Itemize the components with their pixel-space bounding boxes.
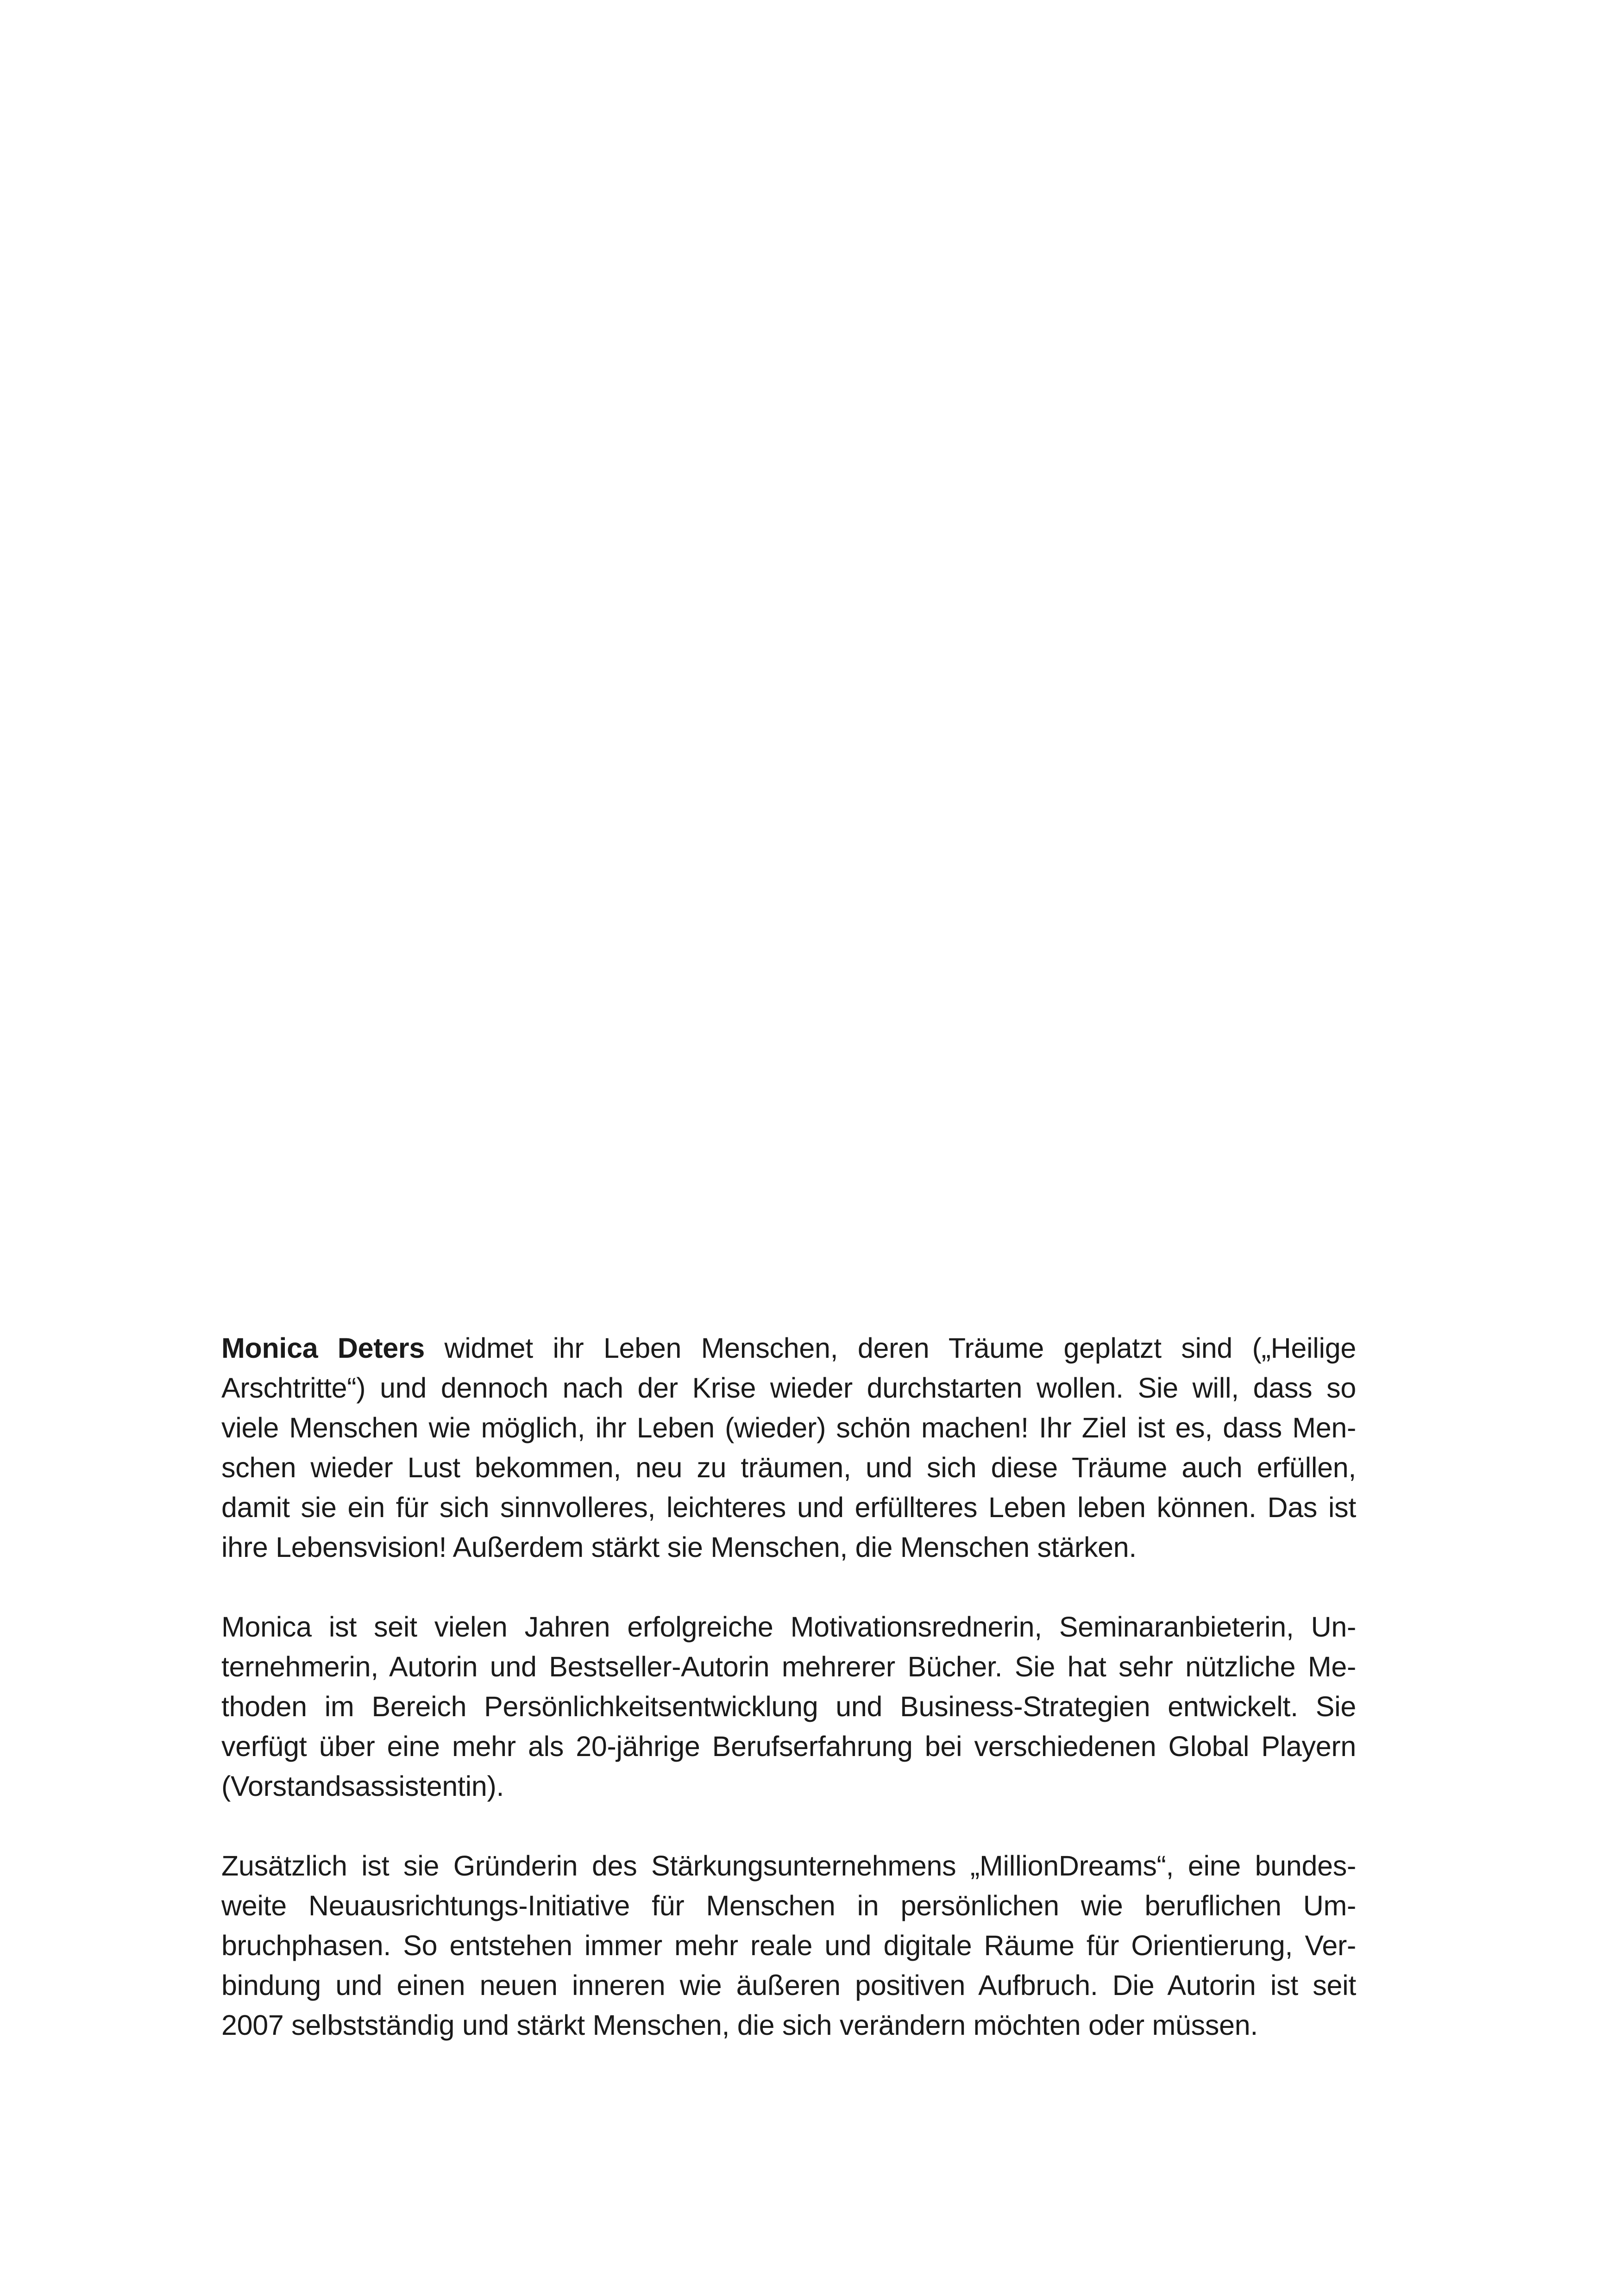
bio-line: weite Neuausrichtungs-Initiative für Menschen in persönlichen wie beruflichen Um- [221,1890,1356,1921]
bio-line: 2007 selbstständig und stärkt Menschen, die sich verändern möchten oder müssen. [221,2009,1258,2041]
bio-line: Monica ist seit vielen Jahren erfolgreiche Motivationsrednerin, Seminaranbieterin, Un- [221,1611,1356,1643]
bio-line-text: widmet ihr Leben Menschen, deren Träume geplatzt sind („Heilige [424,1332,1356,1364]
bio-paragraph-1 [221,1328,1356,1567]
bio-paragraph-3 [221,1846,1356,2045]
bio-line: damit sie ein für sich sinnvolleres, leichteres und erfüllteres Leben leben können. Das ist [221,1492,1356,1523]
bio-line: Zusätzlich ist sie Gründerin des Stärkungsunternehmens „MillionDreams“, eine bundes- [221,1850,1356,1882]
bio-line: Arschtritte“) und dennoch nach der Krise wieder durchstarten wollen. Sie will, dass so [221,1372,1356,1404]
bio-line: (Vorstandsassistentin). [221,1770,504,1802]
bio-line: ternehmerin, Autorin und Bestseller-Autorin mehrerer Bücher. Sie hat sehr nützliche Me- [221,1651,1356,1682]
bio-line: schen wieder Lust bekommen, neu zu träumen, und sich diese Träume auch erfüllen, [221,1452,1356,1483]
bio-line: viele Menschen wie möglich, ihr Leben (wieder) schön machen! Ihr Ziel ist es, dass Men- [221,1412,1356,1443]
bio-line [221,1328,1356,1368]
bio-line: verfügt über eine mehr als 20-jährige Berufserfahrung bei verschiedenen Global Playern [221,1731,1356,1762]
bio-paragraph-2 [221,1607,1356,1806]
author-name: Monica Deters [221,1332,425,1364]
author-bio [221,1328,1356,2045]
bio-line: bruchphasen. So entstehen immer mehr reale und digitale Räume für Orientierung, Ver- [221,1930,1356,1961]
bio-line: ihre Lebensvision! Außerdem stärkt sie Menschen, die Menschen stärken. [221,1531,1137,1563]
bio-line: thoden im Bereich Persönlichkeitsentwicklung und Business-Strategien entwickelt. Sie [221,1691,1356,1722]
bio-line: bindung und einen neuen inneren wie äußeren positiven Aufbruch. Die Autorin ist seit [221,1970,1356,2001]
